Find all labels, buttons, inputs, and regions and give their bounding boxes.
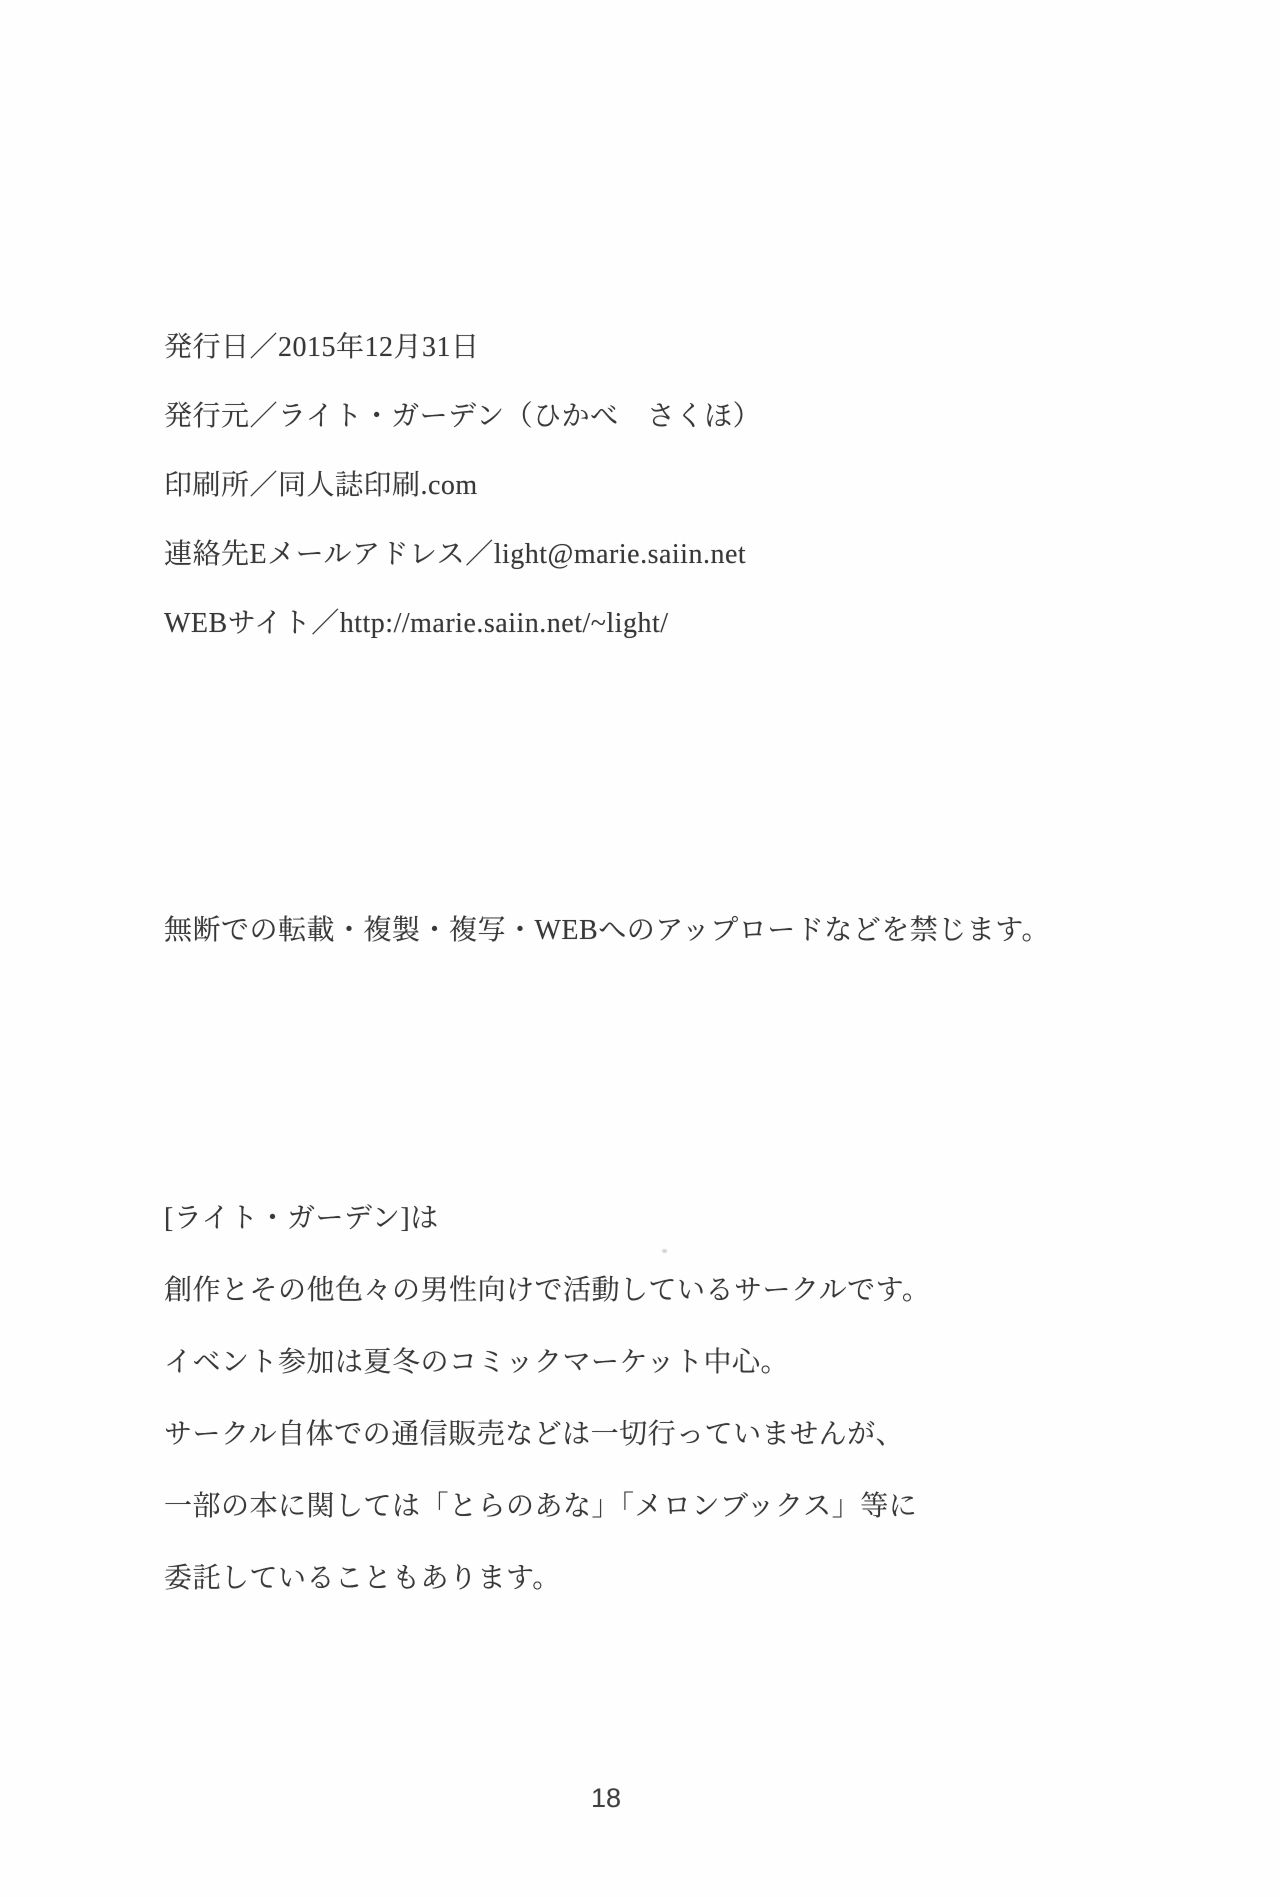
copyright-notice-block [164, 896, 1050, 965]
page-number: 18 [590, 1783, 622, 1813]
circle-info-line: [ライト・ガーデン]は [164, 1203, 439, 1234]
circle-info-line: 一部の本に関しては「とらのあな」「メロンブックス」等に [164, 1491, 918, 1522]
colophon-line-publication-date: 発行日／2015年12月31日 [164, 332, 480, 363]
scan-artifact-speck [662, 1249, 667, 1253]
colophon-line-website: WEBサイト／http://marie.saiin.net/~light/ [164, 608, 669, 639]
circle-info-line: サークル自体での通信販売などは一切行っていませんが、 [164, 1419, 905, 1450]
circle-info-line: 委託していることもあります。 [164, 1563, 561, 1594]
colophon-line-printer: 印刷所／同人誌印刷.com [164, 470, 478, 501]
circle-info-line: 創作とその他色々の男性向けで活動しているサークルです。 [164, 1275, 931, 1306]
circle-info-block [164, 1183, 930, 1615]
colophon-line-publisher: 発行元／ライト・ガーデン（ひかべ さくほ） [164, 401, 762, 432]
circle-info-line: イベント参加は夏冬のコミックマーケット中心。 [164, 1347, 790, 1378]
copyright-notice-text: 無断での転載・複製・複写・WEBへのアップロードなどを禁じます。 [164, 915, 1051, 946]
colophon-line-email: 連絡先Eメールアドレス／light@marie.saiin.net [164, 539, 747, 570]
colophon-block [164, 313, 761, 658]
